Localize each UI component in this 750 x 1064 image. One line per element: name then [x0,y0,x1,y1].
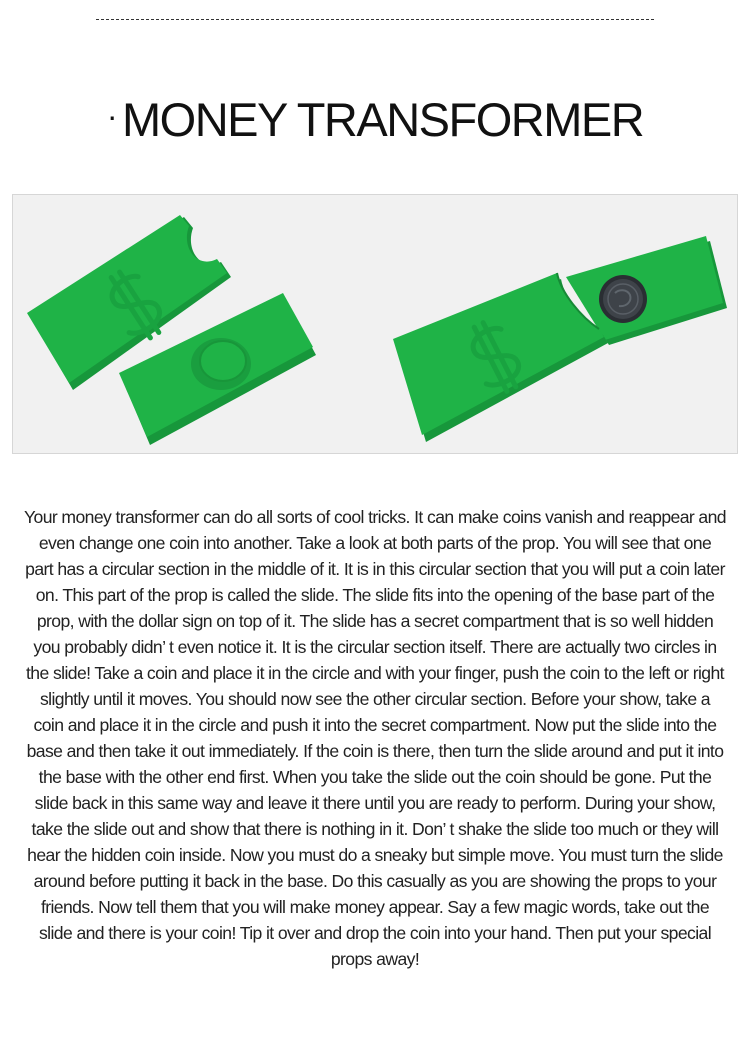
title-text: MONEY TRANSFORMER [122,93,644,146]
page-title [0,92,750,147]
coin-icon [599,275,647,323]
title-bullet: · [106,98,116,134]
dashed-divider [96,19,654,20]
prop-assembled-right [393,236,727,442]
instructions-paragraph: Your money transformer can do all sorts of cool tricks. It can make coins vanish and reappear and even change one coin into another. Take a look at both parts of the prop. You will see that one part has a circular section in the middle of it. It is in this circular section that you will put a coin later on. This part of the prop is called the slide. The slide fits into the opening of the base part of the prop, with the dollar sign on top of it. The slide has a secret compartment that is so well hidden you probably didn’ t even notice it. It is the circular section itself. There are actually two circles in the slide! Take a coin and place it in the circle and with your finger, push the coin to the left or right slightly until it moves. You should now see the other circular section. Before your show, take a coin and place it in the circle and push it into the secret compartment. Now put the slide into the base and then take it out immediately. If the coin is there, then turn the slide around and put it into the base with the other end first. When you take the slide out the coin should be gone. Put the slide back in this same way and leave it there until you are ready to perform. During your show, take the slide out and show that there is nothing in it. Don’ t shake the slide too much or they will hear the hidden coin inside. Now you must do a sneaky but simple move. You must turn the slide around before putting it back in the base. Do this casually as you are showing the props to your friends. Now tell them that you will make money appear. Say a few magic words, take out the slide and there is your coin! Tip it over and drop the coin into your hand. Then put your special props away! [24,507,726,969]
product-photo [12,194,738,454]
product-photo-illustration [13,195,737,453]
